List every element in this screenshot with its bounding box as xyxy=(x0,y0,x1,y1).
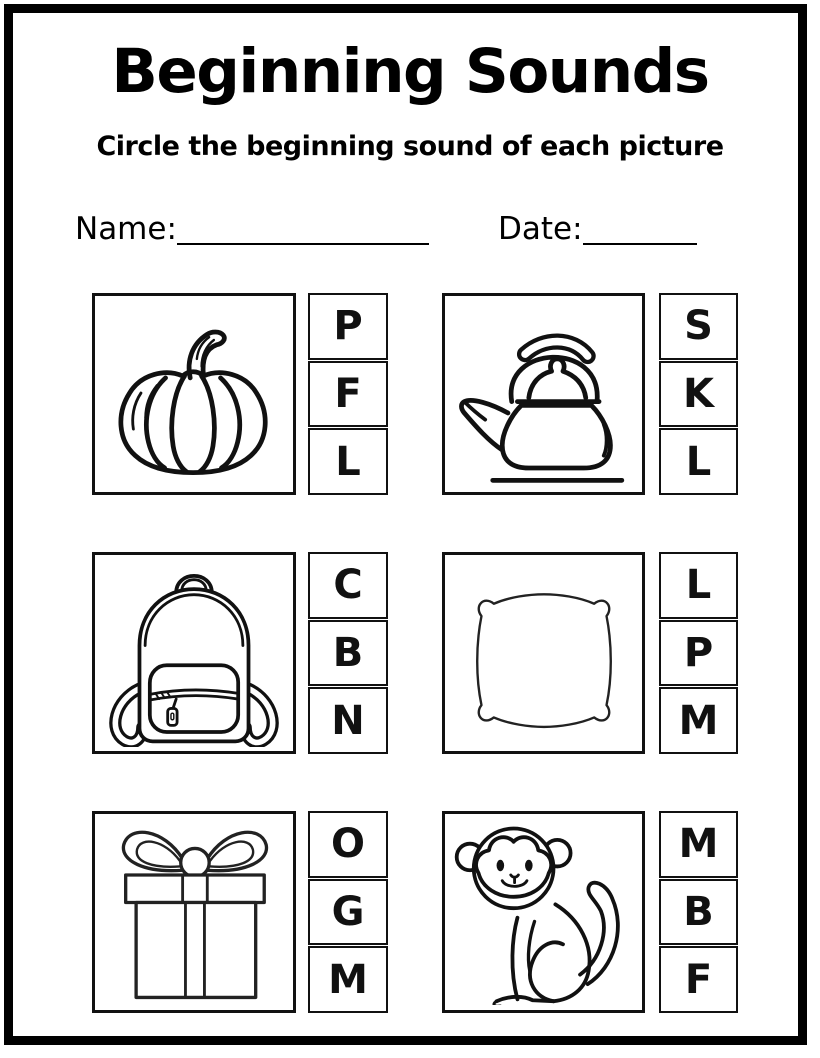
exercise-row-2 xyxy=(0,552,820,754)
letter-option[interactable]: O xyxy=(308,811,388,878)
name-field xyxy=(75,211,429,247)
date-blank-line[interactable] xyxy=(583,213,697,245)
exercise-pillow xyxy=(442,552,645,754)
letter-option[interactable]: B xyxy=(659,879,738,946)
letter-options-kettle xyxy=(659,293,738,495)
exercise-row-1 xyxy=(0,293,820,495)
letter-option[interactable]: S xyxy=(659,293,738,360)
pumpkin-image xyxy=(99,304,289,484)
date-field xyxy=(498,211,697,247)
exercise-monkey xyxy=(442,811,645,1013)
exercise-kettle xyxy=(442,293,645,495)
letter-options-monkey xyxy=(659,811,738,1013)
letter-option[interactable]: P xyxy=(659,620,738,687)
kettle-image xyxy=(449,301,639,487)
letter-option[interactable]: M xyxy=(308,946,388,1013)
letter-options-pumpkin xyxy=(308,293,388,495)
letter-options-backpack xyxy=(308,552,388,754)
letter-options-pillow xyxy=(659,552,738,754)
letter-option[interactable]: N xyxy=(308,687,388,754)
letter-option[interactable]: L xyxy=(659,428,738,495)
exercise-gift xyxy=(92,811,296,1013)
exercise-pumpkin xyxy=(92,293,296,495)
page-title: Beginning Sounds xyxy=(111,36,709,107)
name-label: Name: xyxy=(75,211,177,247)
letter-option[interactable]: F xyxy=(659,946,738,1013)
gift-image xyxy=(99,819,289,1005)
exercise-row-3 xyxy=(0,811,820,1013)
letter-option[interactable]: L xyxy=(308,428,388,495)
pillow-image xyxy=(449,563,639,743)
letter-option[interactable]: B xyxy=(308,620,388,687)
letter-option[interactable]: K xyxy=(659,361,738,428)
letter-option[interactable]: L xyxy=(659,552,738,619)
letter-option[interactable]: P xyxy=(308,293,388,360)
instruction-text: Circle the beginning sound of each picture xyxy=(96,131,724,162)
letter-option[interactable]: F xyxy=(308,361,388,428)
monkey-image xyxy=(449,819,639,1005)
letter-option[interactable]: G xyxy=(308,879,388,946)
date-label: Date: xyxy=(498,211,583,247)
letter-option[interactable]: M xyxy=(659,687,738,754)
name-blank-line[interactable] xyxy=(177,213,429,245)
letter-option[interactable]: C xyxy=(308,552,388,619)
backpack-image xyxy=(99,559,289,747)
letter-option[interactable]: M xyxy=(659,811,738,878)
exercise-backpack xyxy=(92,552,296,754)
letter-options-gift xyxy=(308,811,388,1013)
